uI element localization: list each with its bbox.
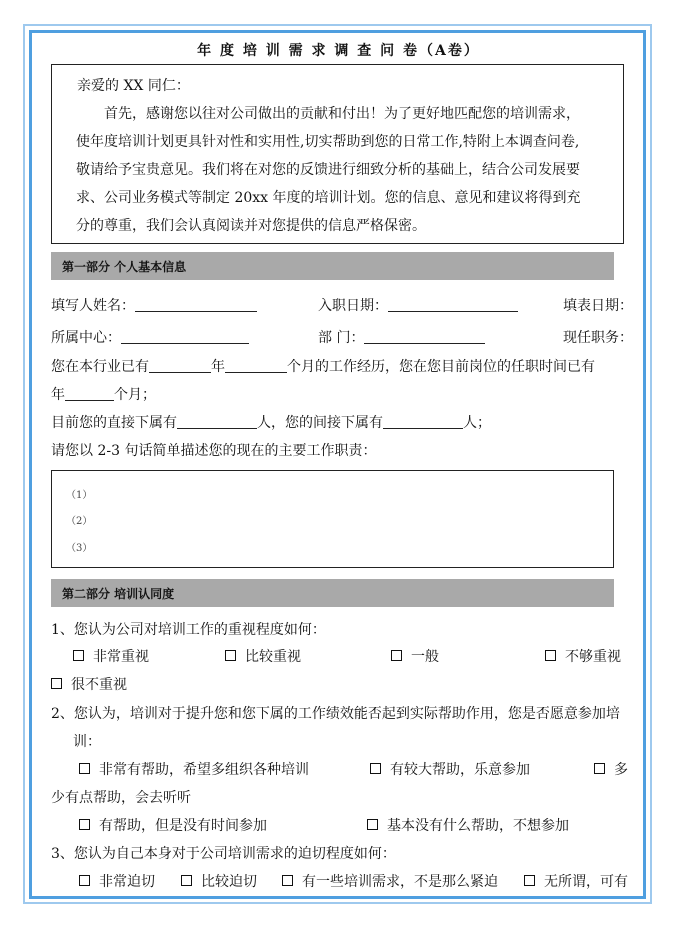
position-label: 现任职务： — [563, 330, 633, 346]
option-label: 非常迫切 — [99, 874, 155, 890]
option-label: 一般 — [411, 649, 439, 665]
sub-text: 人，您的间接下属有 — [257, 415, 383, 431]
fill-name-label: 填写人姓名： — [51, 298, 135, 314]
intro-line: 使年度培训计划更具针对性和实用性,切实帮助到您的日常工作,特附上本调查问卷, — [76, 134, 580, 150]
direct-subordinates-input[interactable] — [177, 414, 257, 429]
duty-item: （1） — [66, 490, 93, 501]
join-date-label: 入职日期： — [318, 298, 388, 314]
option-label: 有帮助，但是没有时间参加 — [99, 818, 267, 834]
q1-option[interactable] — [73, 646, 149, 666]
option-label: 很不重视 — [71, 677, 127, 693]
survey-title: 年 度 培 训 需 求 调 查 问 卷（A卷） — [197, 43, 480, 59]
option-label: 比较重视 — [245, 649, 301, 665]
duty-item: （2） — [66, 516, 93, 527]
option-label: 有一些培训需求，不是那么紧迫 — [302, 874, 498, 890]
q3-option[interactable] — [524, 871, 628, 891]
q1-option[interactable] — [391, 646, 439, 666]
intro-greeting: 亲爱的 XX 同仁： — [77, 78, 190, 94]
duty-item: （3） — [66, 543, 93, 554]
q3-option[interactable] — [282, 871, 498, 891]
option-label: 比较迫切 — [201, 874, 257, 890]
experience-line — [51, 356, 595, 376]
option-label: 非常重视 — [93, 649, 149, 665]
option-label: 非常有帮助，希望多组织各种培训 — [99, 762, 309, 778]
center-input[interactable] — [121, 329, 249, 344]
option-label: 不够重视 — [565, 649, 621, 665]
duties-textarea[interactable] — [51, 470, 614, 568]
exp-months-input[interactable] — [225, 358, 287, 373]
section-title: 第二部分 培训认同度 — [62, 587, 175, 601]
intro-line: 分的尊重，我们会认真阅读并对您提供的信息严格保密。 — [76, 218, 426, 234]
exp-text: 您在本行业已有 — [51, 359, 149, 375]
checkbox[interactable] — [370, 763, 381, 774]
fill-date-label: 填表日期： — [563, 298, 633, 314]
dept-field — [318, 327, 485, 347]
q1-option[interactable] — [225, 646, 301, 666]
checkbox[interactable] — [79, 763, 90, 774]
section-header-part1 — [51, 252, 614, 280]
center-label: 所属中心： — [51, 330, 121, 346]
q3-option[interactable] — [79, 871, 155, 891]
fill-name-field — [51, 295, 257, 315]
exp-years-input[interactable] — [149, 358, 211, 373]
q2-option[interactable] — [79, 759, 309, 779]
question-2: 2、您认为，培训对于提升您和您下属的工作绩效能否起到实际帮助作用，您是否愿意参加培 — [51, 706, 620, 722]
checkbox[interactable] — [51, 678, 62, 689]
join-date-input[interactable] — [388, 297, 518, 312]
dept-input[interactable] — [364, 329, 485, 344]
section-header-part2 — [51, 579, 614, 607]
dept-label: 部 门： — [318, 330, 365, 346]
checkbox[interactable] — [73, 650, 84, 661]
section-title: 第一部分 个人基本信息 — [62, 260, 187, 274]
intro-line: 敬请给予宝贵意见。我们将在对您的反馈进行细致分析的基础上，结合公司发展要 — [76, 162, 580, 178]
checkbox[interactable] — [367, 819, 378, 830]
checkbox[interactable] — [79, 819, 90, 830]
center-field — [51, 327, 249, 347]
intro-line: 求、公司业务模式等制定 20xx 年度的培训计划。您的信息、意见和建议将得到充 — [76, 190, 581, 206]
option-label: 基本没有什么帮助，不想参加 — [387, 818, 569, 834]
q1-option[interactable] — [545, 646, 621, 666]
checkbox[interactable] — [181, 875, 192, 886]
q2-option[interactable] — [367, 815, 569, 835]
exp-text: 年 — [211, 359, 225, 375]
checkbox[interactable] — [79, 875, 90, 886]
tenure-text: 个月； — [114, 387, 156, 403]
checkbox[interactable] — [524, 875, 535, 886]
q1-option[interactable] — [51, 674, 127, 694]
q3-option[interactable] — [181, 871, 257, 891]
question-1: 1、您认为公司对培训工作的重视程度如何： — [51, 622, 326, 638]
subordinates-line — [51, 412, 491, 432]
q2-option-cont: 少有点帮助，会去听听 — [51, 790, 191, 806]
q2-option[interactable] — [79, 815, 267, 835]
intro-box — [51, 64, 624, 244]
checkbox[interactable] — [282, 875, 293, 886]
q2-option[interactable] — [370, 759, 530, 779]
intro-line: 首先，感谢您以往对公司做出的贡献和付出！为了更好地匹配您的培训需求， — [104, 106, 580, 122]
sub-text: 目前您的直接下属有 — [51, 415, 177, 431]
checkbox[interactable] — [545, 650, 556, 661]
indirect-subordinates-input[interactable] — [383, 414, 463, 429]
checkbox[interactable] — [225, 650, 236, 661]
fill-name-input[interactable] — [135, 297, 257, 312]
tenure-text: 年 — [51, 387, 65, 403]
exp-text: 个月的工作经历，您在您目前岗位的任职时间已有 — [287, 359, 595, 375]
sub-text: 人； — [463, 415, 491, 431]
q2-option[interactable] — [594, 759, 628, 779]
tenure-line — [51, 384, 156, 404]
join-date-field — [318, 295, 518, 315]
checkbox[interactable] — [594, 763, 605, 774]
option-label: 无所谓，可有 — [544, 874, 628, 890]
option-label: 多 — [614, 762, 628, 778]
tenure-years-input[interactable] — [65, 386, 114, 401]
option-label: 有较大帮助，乐意参加 — [390, 762, 530, 778]
duties-prompt: 请您以 2-3 句话简单描述您的现在的主要工作职责： — [51, 443, 377, 459]
checkbox[interactable] — [391, 650, 402, 661]
question-2-cont: 训： — [73, 734, 101, 750]
question-3: 3、您认为自己本身对于公司培训需求的迫切程度如何： — [51, 846, 396, 862]
